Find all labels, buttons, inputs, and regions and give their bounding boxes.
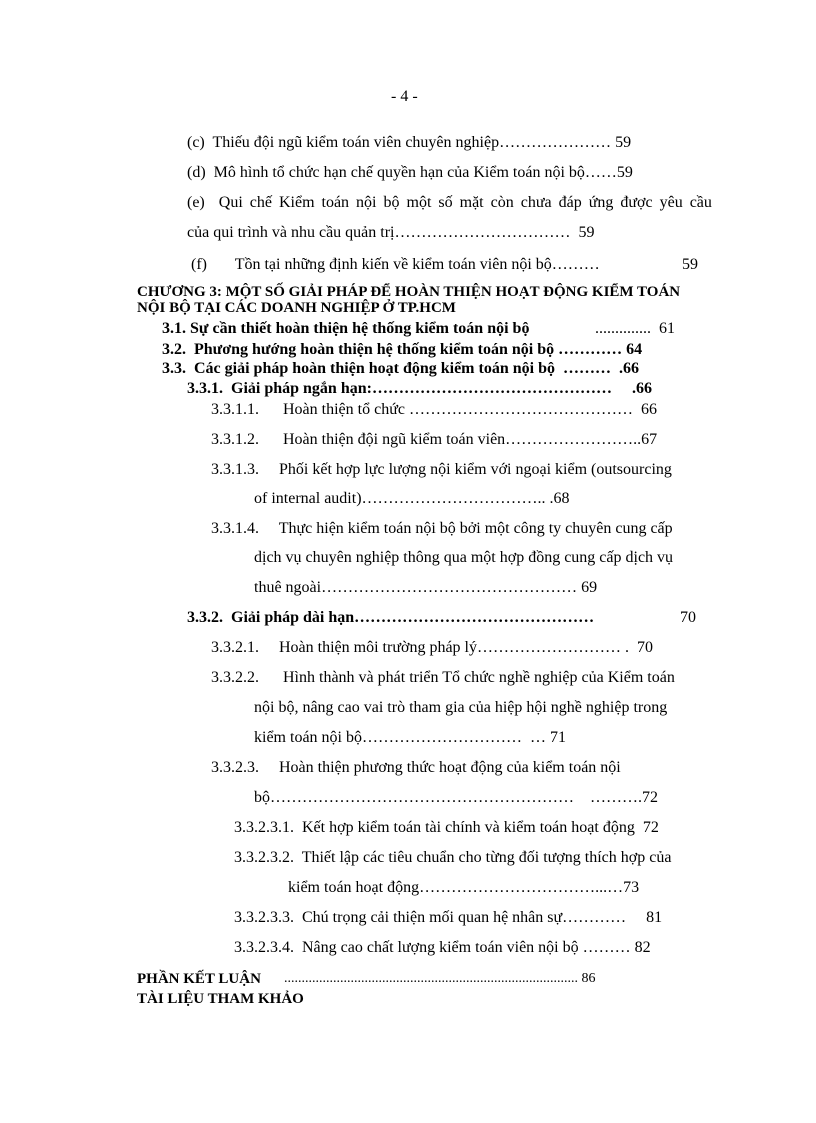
toc-references: TÀI LIỆU THAM KHẢO	[137, 991, 304, 1007]
toc-3-3-1-3-line1: 3.3.1.3. Phối kết hợp lực lượng nội kiểm với ngoại kiểm (outsourcing	[211, 461, 672, 478]
toc-3-3-2-2-line3: kiểm toán nội bộ………………………… … 71	[254, 729, 566, 746]
toc-3-3-2-2-line2: nội bộ, nâng cao vai trò tham gia của hiệp hội nghề nghiệp trong	[254, 699, 668, 716]
toc-3-3-2-3-line1: 3.3.2.3. Hoàn thiện phương thức hoạt động của kiểm toán nội	[211, 759, 621, 776]
toc-line-f-page: 59	[682, 256, 698, 273]
toc-3-1-tail: .............. 61	[595, 320, 675, 337]
toc-3-1: 3.1. Sự cần thiết hoàn thiện hệ thống kiểm toán nội bộ	[162, 320, 530, 337]
toc-3-3-2-3-3: 3.3.2.3.3. Chú trọng cải thiện mối quan hệ nhân sự………… 81	[234, 909, 663, 926]
toc-3-3-1-4-line2: dịch vụ chuyên nghiệp thông qua một hợp đồng cung cấp dịch vụ	[254, 549, 674, 566]
toc-conclusion: PHẦN KẾT LUẬN	[137, 971, 261, 987]
toc-3-3-2-3-2-line2: kiểm toán hoạt động……………………………...…73	[288, 879, 640, 896]
toc-3-3-2-page: 70	[680, 609, 696, 626]
toc-line-c: (c) Thiếu đội ngũ kiểm toán viên chuyên nghiệp………………… 59	[187, 134, 632, 151]
toc-3-3-1-1: 3.3.1.1. Hoàn thiện tổ chức …………………………………… 66	[211, 401, 657, 418]
toc-3-3-2-3-1: 3.3.2.3.1. Kết hợp kiểm toán tài chính và kiểm toán hoạt động 72	[234, 819, 659, 836]
chapter-3-heading-line2: NỘI BỘ TẠI CÁC DOANH NGHIỆP Ở TP.HCM	[137, 300, 456, 316]
toc-3-3-1-4-line3: thuê ngoài………………………………………… 69	[254, 579, 598, 596]
toc-line-d: (d) Mô hình tổ chức hạn chế quyền hạn của Kiểm toán nội bộ……59	[187, 164, 633, 181]
toc-3-3-2-3-line2: bộ………………………………………………… ……….72	[254, 789, 658, 806]
toc-3-3-1-2: 3.3.1.2. Hoàn thiện đội ngũ kiểm toán viên……………………..67	[211, 431, 658, 448]
toc-3-2: 3.2. Phương hướng hoàn thiện hệ thống kiểm toán nội bộ ………… 64	[162, 341, 643, 358]
toc-3-3-2-3-2-line1: 3.3.2.3.2. Thiết lập các tiêu chuẩn cho từng đối tượng thích hợp của	[234, 849, 672, 866]
toc-3-3-2-2-line1: 3.3.2.2. Hình thành và phát triển Tổ chức nghề nghiệp của Kiểm toán	[211, 669, 675, 686]
toc-line-e1: (e) Qui chế Kiểm toán nội bộ một số mặt còn chưa đáp ứng được yêu cầu	[187, 194, 712, 211]
toc-3-3-2-1: 3.3.2.1. Hoàn thiện môi trường pháp lý……………………… . 70	[211, 639, 653, 656]
toc-line-e2: của qui trình và nhu cầu quản trị…………………………… 59	[187, 224, 595, 241]
toc-3-3-1-4-line1: 3.3.1.4. Thực hiện kiểm toán nội bộ bởi một công ty chuyên cung cấp	[211, 520, 673, 537]
toc-3-3-1: 3.3.1. Giải pháp ngắn hạn:……………………………………… .66	[187, 380, 652, 397]
toc-3-3-1-3-line2: of internal audit)…………………………….. .68	[254, 490, 570, 507]
toc-3-3-2-3-4: 3.3.2.3.4. Nâng cao chất lượng kiểm toán viên nội bộ ……… 82	[234, 939, 651, 956]
toc-3-3-2: 3.3.2. Giải pháp dài hạn………………………………………	[187, 609, 595, 626]
toc-conclusion-tail: .................................................................................... 86	[284, 971, 596, 986]
page-number: - 4 -	[391, 88, 418, 105]
chapter-3-heading-line1: CHƯƠNG 3: MỘT SỐ GIẢI PHÁP ĐỂ HOÀN THIỆN HOẠT ĐỘNG KIỂM TOÁN	[137, 284, 681, 300]
toc-line-f: (f) Tồn tại những định kiến về kiểm toán viên nội bộ………	[191, 256, 600, 273]
toc-3-3: 3.3. Các giải pháp hoàn thiện hoạt động kiểm toán nội bộ ……… .66	[162, 360, 639, 377]
